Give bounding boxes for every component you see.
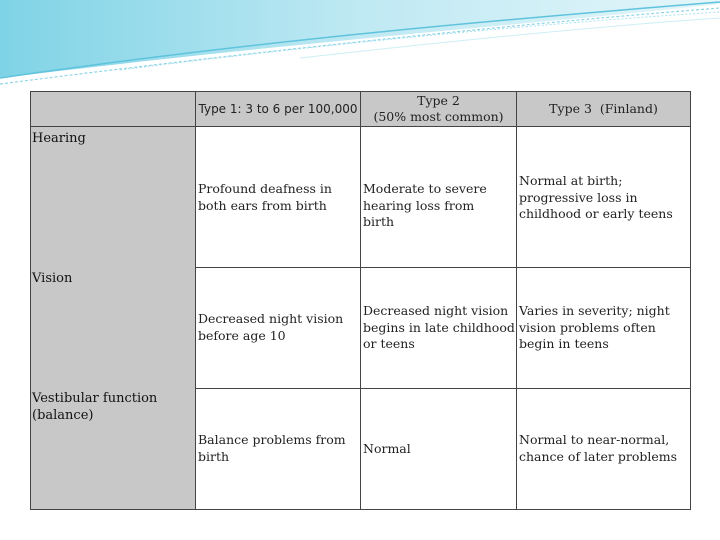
header-type1-label: Type 1: 3 to 6 per 100,000 (198, 102, 358, 116)
row-label-column (30, 126, 196, 510)
header-corner-cell (30, 91, 196, 127)
balance-type3-text: Normal to near-normal, chance of later problems (519, 432, 678, 464)
vision-type2-text: Decreased night vision begins in late childhood or teens (363, 303, 515, 351)
header-type3-label: Type 3 (Finland) (549, 101, 658, 116)
row-label-hearing: Hearing (32, 131, 86, 146)
hearing-type2-text: Moderate to severe hearing loss from birth (363, 181, 487, 229)
vision-type3-text: Varies in severity; night vision problems often begin in teens (519, 303, 670, 351)
header-type2-label: Type 2 (50% most common) (373, 93, 504, 124)
balance-type2-text: Normal (363, 441, 411, 456)
row-label-vestibular: Vestibular function (balance) (32, 391, 158, 423)
balance-type1-text: Balance problems from birth (198, 432, 346, 464)
decorative-banner (0, 0, 720, 100)
row-label-vision: Vision (32, 271, 73, 286)
hearing-type3-text: Normal at birth; progressive loss in childhood or early teens (519, 173, 673, 221)
hearing-type1-text: Profound deafness in both ears from birth (198, 181, 332, 213)
vision-type1-text: Decreased night vision before age 10 (198, 311, 344, 343)
